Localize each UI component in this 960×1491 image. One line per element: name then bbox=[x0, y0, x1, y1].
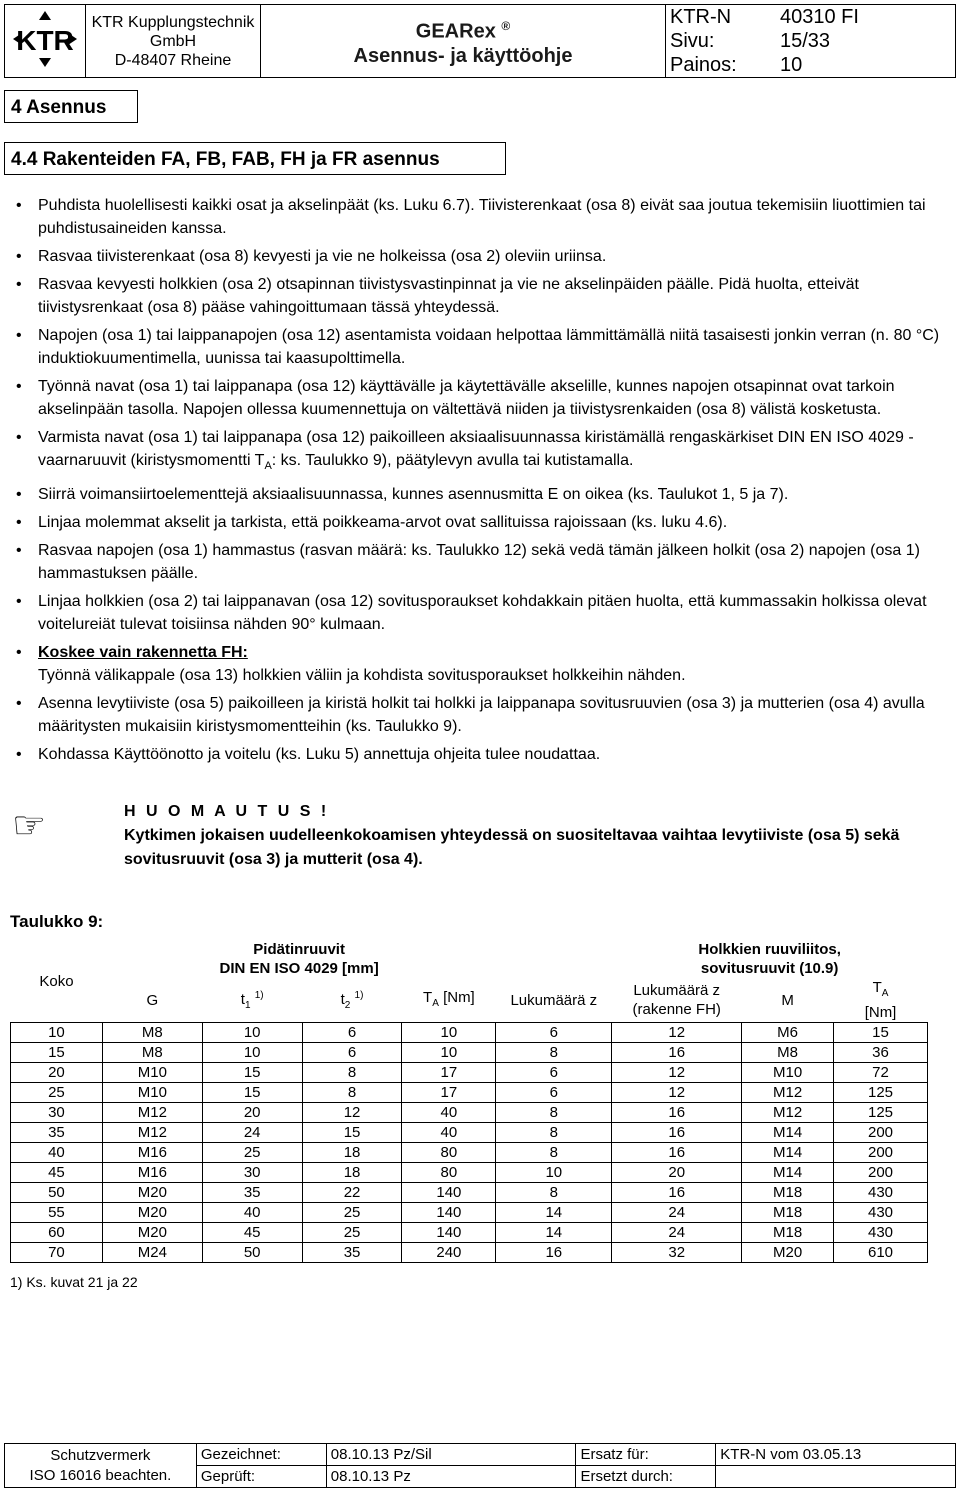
table-cell: 6 bbox=[302, 1023, 402, 1043]
table-cell: 8 bbox=[496, 1043, 612, 1063]
table-cell: 12 bbox=[302, 1103, 402, 1123]
table-cell: 24 bbox=[612, 1203, 742, 1223]
table-cell: 80 bbox=[402, 1163, 496, 1183]
table-cell: 25 bbox=[202, 1143, 302, 1163]
list-item: • Rasvaa tiivisterenkaat (osa 8) kevyesti ja vie ne holkeissa (osa 2) oleviin uriinsa. bbox=[14, 245, 944, 268]
table-cell: 125 bbox=[834, 1083, 928, 1103]
col-header-koko: Koko bbox=[11, 940, 103, 1023]
table-cell: 16 bbox=[612, 1143, 742, 1163]
list-item: • Siirrä voimansiirtoelementtejä aksiaalisuunnassa, kunnes asennusmitta E on oikea (ks. Taulukot 1, 5 ja 7). bbox=[14, 483, 944, 506]
table-cell: M10 bbox=[102, 1063, 202, 1083]
table-cell: 15 bbox=[302, 1123, 402, 1143]
table-cell: 16 bbox=[612, 1183, 742, 1203]
table-cell: M10 bbox=[102, 1083, 202, 1103]
col-header-ta2: $T_A$ [Nm] bbox=[834, 978, 928, 1023]
table-cell: 8 bbox=[302, 1063, 402, 1083]
table-cell: 30 bbox=[11, 1103, 103, 1123]
table-cell: 200 bbox=[834, 1163, 928, 1183]
table-cell: 10 bbox=[202, 1023, 302, 1043]
table-row bbox=[11, 1023, 928, 1043]
list-item: • Koskee vain rakennetta FH: Työnnä välikappale (osa 13) holkkien väliin ja kohdista sovitusporaukset holkkeihin nähden. bbox=[14, 641, 944, 687]
col-header-count-fh: Lukumäärä z (rakenne FH) bbox=[612, 978, 742, 1023]
table-cell: 200 bbox=[834, 1143, 928, 1163]
table-cell: M8 bbox=[102, 1043, 202, 1063]
table-cell: 6 bbox=[496, 1083, 612, 1103]
edition-number: 10 bbox=[780, 54, 803, 76]
table-cell: M18 bbox=[742, 1183, 834, 1203]
checked-value: 08.10.13 Pz bbox=[326, 1466, 576, 1488]
table-cell: M18 bbox=[742, 1203, 834, 1223]
table-cell: 14 bbox=[496, 1223, 612, 1243]
document-footer bbox=[4, 1443, 956, 1488]
checked-label: Geprüft: bbox=[196, 1466, 326, 1488]
list-item: • Linjaa molemmat akselit ja tarkista, että poikkeama-arvot ovat sallituissa rajoissaan (ks. luku 4.6). bbox=[14, 511, 944, 534]
list-item: • Työnnä navat (osa 1) tai laippanapa (osa 12) käyttävälle ja käytettävälle akselille, kunnes napojen otsapinnat ovat tarkoin akselinpään tasolla. Napojen ollessa kuumennettuja on vältettävä niiden ja tiivistysrenkaiden (osa 8) välistä kosketusta. bbox=[14, 375, 944, 421]
table-cell: 15 bbox=[202, 1063, 302, 1083]
table-cell: 200 bbox=[834, 1123, 928, 1143]
table-cell: 430 bbox=[834, 1223, 928, 1243]
table-cell: M20 bbox=[102, 1223, 202, 1243]
list-item: • Linjaa holkkien (osa 2) tai laippanavan (osa 12) sovitusporaukset kohdakkain pitäen huolta, että kummassakin holkissa olevat voitelureiät tulevat toisiinsa nähden 90° kulmaan. bbox=[14, 590, 944, 636]
col-header-t2: $t_2$ $^{1)}$ bbox=[302, 978, 402, 1023]
table-cell: 25 bbox=[302, 1203, 402, 1223]
table-cell: 40 bbox=[402, 1103, 496, 1123]
table-cell: M16 bbox=[102, 1143, 202, 1163]
group-header-set-screws: Pidätinruuvit DIN EN ISO 4029 [mm] bbox=[219, 941, 379, 977]
table-cell: M14 bbox=[742, 1163, 834, 1183]
table-cell: M12 bbox=[102, 1103, 202, 1123]
table-cell: 22 bbox=[302, 1183, 402, 1203]
table-cell: M8 bbox=[102, 1023, 202, 1043]
table-cell: 8 bbox=[496, 1143, 612, 1163]
table-cell: 16 bbox=[612, 1043, 742, 1063]
page-number: 15/33 bbox=[780, 30, 831, 52]
table-cell: 35 bbox=[11, 1123, 103, 1143]
table-row bbox=[11, 1143, 928, 1163]
table-row bbox=[11, 1163, 928, 1183]
replaces-label: Ersatz für: bbox=[576, 1444, 716, 1466]
note-text: Kytkimen jokaisen uudelleenkokoamisen yhteydessä on suositeltavaa vaihtaa levytiiviste (osa 5) sekä sovitusruuvit (osa 3) ja mutterit (osa 4). bbox=[124, 827, 900, 868]
replaces-value: KTR-N vom 03.05.13 bbox=[716, 1444, 956, 1466]
table-cell: 17 bbox=[402, 1063, 496, 1083]
table-cell: 24 bbox=[612, 1223, 742, 1243]
table-cell: 40 bbox=[402, 1123, 496, 1143]
table-cell: 140 bbox=[402, 1203, 496, 1223]
table-cell: 240 bbox=[402, 1243, 496, 1263]
table-cell: 6 bbox=[302, 1043, 402, 1063]
table-cell: 140 bbox=[402, 1183, 496, 1203]
spec-table bbox=[10, 940, 928, 1263]
table-cell: M20 bbox=[742, 1243, 834, 1263]
document-header bbox=[4, 4, 956, 78]
table-cell: 45 bbox=[202, 1223, 302, 1243]
table-cell: 18 bbox=[302, 1163, 402, 1183]
table-cell: 60 bbox=[11, 1223, 103, 1243]
table-cell: M24 bbox=[102, 1243, 202, 1263]
table-row bbox=[11, 1063, 928, 1083]
table-cell: 610 bbox=[834, 1243, 928, 1263]
col-header-t1: $t_1$ $^{1)}$ bbox=[202, 978, 302, 1023]
table-cell: 10 bbox=[202, 1043, 302, 1063]
logo-cell bbox=[5, 5, 86, 78]
table-cell: M18 bbox=[742, 1223, 834, 1243]
table-body bbox=[11, 1023, 928, 1263]
col-header-count: Lukumäärä z bbox=[496, 978, 612, 1023]
table-cell: 35 bbox=[202, 1183, 302, 1203]
table-cell: M12 bbox=[742, 1103, 834, 1123]
table-cell: 16 bbox=[612, 1123, 742, 1143]
table-cell: M20 bbox=[102, 1183, 202, 1203]
table-cell: 24 bbox=[202, 1123, 302, 1143]
protection-notice: Schutzvermerk ISO 16016 beachten. bbox=[5, 1444, 197, 1488]
table-cell: 50 bbox=[11, 1183, 103, 1203]
table-cell: 16 bbox=[612, 1103, 742, 1123]
table-cell: 15 bbox=[11, 1043, 103, 1063]
svg-text:KTR: KTR bbox=[16, 24, 74, 56]
table-cell: 8 bbox=[496, 1183, 612, 1203]
table-cell: 70 bbox=[11, 1243, 103, 1263]
table-cell: 32 bbox=[612, 1243, 742, 1263]
table-title: Taulukko 9: bbox=[10, 912, 104, 931]
table-row bbox=[11, 1123, 928, 1143]
table-cell: 40 bbox=[202, 1203, 302, 1223]
table-row bbox=[11, 1083, 928, 1103]
table-cell: 430 bbox=[834, 1183, 928, 1203]
group-header-bolts: Holkkien ruuviliitos, sovitusruuvit (10.9) bbox=[698, 941, 841, 977]
table-cell: 12 bbox=[612, 1023, 742, 1043]
table-cell: 10 bbox=[11, 1023, 103, 1043]
table-cell: 125 bbox=[834, 1103, 928, 1123]
table-cell: 40 bbox=[11, 1143, 103, 1163]
table-cell: 45 bbox=[11, 1163, 103, 1183]
note-title: H U O M A U T U S ! bbox=[124, 803, 330, 820]
product-title: GEARex ® Asennus- ja käyttöohje bbox=[261, 5, 666, 78]
chapter-heading: 4 Asennus bbox=[4, 90, 138, 123]
table-cell: 10 bbox=[402, 1023, 496, 1043]
doc-title: Asennus- ja käyttöohje bbox=[353, 44, 573, 67]
table-cell: 6 bbox=[496, 1063, 612, 1083]
list-item: • Varmista navat (osa 1) tai laippanapa (osa 12) paikoilleen aksiaalisuunnassa kiristämällä rengaskärkiset DIN EN ISO 4029 -vaarnaruuvit (kiristysmomentti $T_A$: ks. Taulukko 9), päätylevyn avulla tai kutistamalla. bbox=[14, 426, 944, 478]
table-cell: M6 bbox=[742, 1023, 834, 1043]
replaced-value bbox=[716, 1466, 956, 1488]
table-cell: 17 bbox=[402, 1083, 496, 1103]
table-cell: 15 bbox=[202, 1083, 302, 1103]
table-cell: 430 bbox=[834, 1203, 928, 1223]
table-cell: M12 bbox=[102, 1123, 202, 1143]
table-row bbox=[11, 1223, 928, 1243]
table-footnote: 1) Ks. kuvat 21 ja 22 bbox=[10, 1274, 138, 1290]
table-cell: 15 bbox=[834, 1023, 928, 1043]
table-row bbox=[11, 1183, 928, 1203]
table-row bbox=[11, 1043, 928, 1063]
table-cell: 10 bbox=[496, 1163, 612, 1183]
list-item: • Puhdista huolellisesti kaikki osat ja akselinpäät (ks. Luku 6.7). Tiivisterenkaat (osa 8) eivät saa joutua tekemisiin liuottimien tai puhdistusaineiden kanssa. bbox=[14, 194, 944, 240]
list-item: • Rasvaa napojen (osa 1) hammastus (rasvan määrä: ks. Taulukko 12) sekä vedä tämän jälkeen holkit (osa 2) napojen (osa 1) hammastuksen päälle. bbox=[14, 539, 944, 585]
table-cell: M12 bbox=[742, 1083, 834, 1103]
instruction-list bbox=[14, 194, 944, 771]
table-row bbox=[11, 1203, 928, 1223]
list-item: • Asenna levytiiviste (osa 5) paikoilleen ja kiristä holkit tai holkki ja laippanapa sovitusruuvien (osa 3) ja mutterien (osa 4) avulla määritysten mukaisiin kiristysmomentteihin (ks. Taulukko 9). bbox=[14, 692, 944, 738]
table-row bbox=[11, 1243, 928, 1263]
table-cell: 8 bbox=[496, 1103, 612, 1123]
table-cell: 25 bbox=[302, 1223, 402, 1243]
list-item: • Napojen (osa 1) tai laippanapojen (osa 12) asentamista voidaan helpottaa lämmittämällä niitä tasaisesti jonkin verran (n. 80 °C) induktiokuumentimella, uunissa tai kaasupolttimella. bbox=[14, 324, 944, 370]
table-cell: 18 bbox=[302, 1143, 402, 1163]
table-row bbox=[11, 1103, 928, 1123]
drawn-label: Gezeichnet: bbox=[196, 1444, 326, 1466]
table-cell: M14 bbox=[742, 1123, 834, 1143]
table-cell: 20 bbox=[612, 1163, 742, 1183]
list-item: • Kohdassa Käyttöönotto ja voitelu (ks. Luku 5) annettuja ohjeita tulee noudattaa. bbox=[14, 743, 944, 766]
table-cell: 30 bbox=[202, 1163, 302, 1183]
table-cell: M14 bbox=[742, 1143, 834, 1163]
table-cell: M20 bbox=[102, 1203, 202, 1223]
col-header-g: G bbox=[102, 978, 202, 1023]
table-cell: 72 bbox=[834, 1063, 928, 1083]
doc-number: 40310 FI bbox=[780, 6, 859, 28]
table-cell: 10 bbox=[402, 1043, 496, 1063]
table-cell: 12 bbox=[612, 1083, 742, 1103]
table-cell: 55 bbox=[11, 1203, 103, 1223]
list-item: • Rasvaa kevyesti holkkien (osa 2) otsapinnan tiivistysvastinpinnat ja vie ne akselinpäiden päälle. Pidä huolta, etteivät tiivistysrenkaat (osa 8) pääse vahingoittumaan tässä yhteydessä. bbox=[14, 273, 944, 319]
drawn-value: 08.10.13 Pz/Sil bbox=[326, 1444, 576, 1466]
product-name: GEARex bbox=[415, 20, 496, 43]
table-cell: M16 bbox=[102, 1163, 202, 1183]
table-cell: 140 bbox=[402, 1223, 496, 1243]
ktr-logo-icon bbox=[10, 8, 80, 70]
section-heading: 4.4 Rakenteiden FA, FB, FAB, FH ja FR asennus bbox=[4, 142, 506, 175]
table-cell: 25 bbox=[11, 1083, 103, 1103]
table-cell: 8 bbox=[302, 1083, 402, 1103]
table-cell: 35 bbox=[302, 1243, 402, 1263]
pointing-hand-icon: ☞ bbox=[12, 805, 47, 847]
col-header-m: M bbox=[742, 978, 834, 1023]
doc-info: KTR-N 40310 FI Sivu: 15/33 Painos: 10 bbox=[666, 5, 956, 78]
table-cell: 16 bbox=[496, 1243, 612, 1263]
company-info: KTR Kupplungstechnik GmbH D-48407 Rheine bbox=[86, 5, 261, 78]
table-cell: 12 bbox=[612, 1063, 742, 1083]
table-cell: 36 bbox=[834, 1043, 928, 1063]
table-cell: 50 bbox=[202, 1243, 302, 1263]
replaced-label: Ersetzt durch: bbox=[576, 1466, 716, 1488]
table-cell: 80 bbox=[402, 1143, 496, 1163]
table-cell: 6 bbox=[496, 1023, 612, 1043]
table-cell: 20 bbox=[202, 1103, 302, 1123]
col-header-ta: $T_A$ [Nm] bbox=[402, 978, 496, 1023]
table-cell: 20 bbox=[11, 1063, 103, 1083]
table-cell: 8 bbox=[496, 1123, 612, 1143]
note-box bbox=[124, 800, 944, 872]
table-cell: 14 bbox=[496, 1203, 612, 1223]
table-cell: M10 bbox=[742, 1063, 834, 1083]
table-cell: M8 bbox=[742, 1043, 834, 1063]
